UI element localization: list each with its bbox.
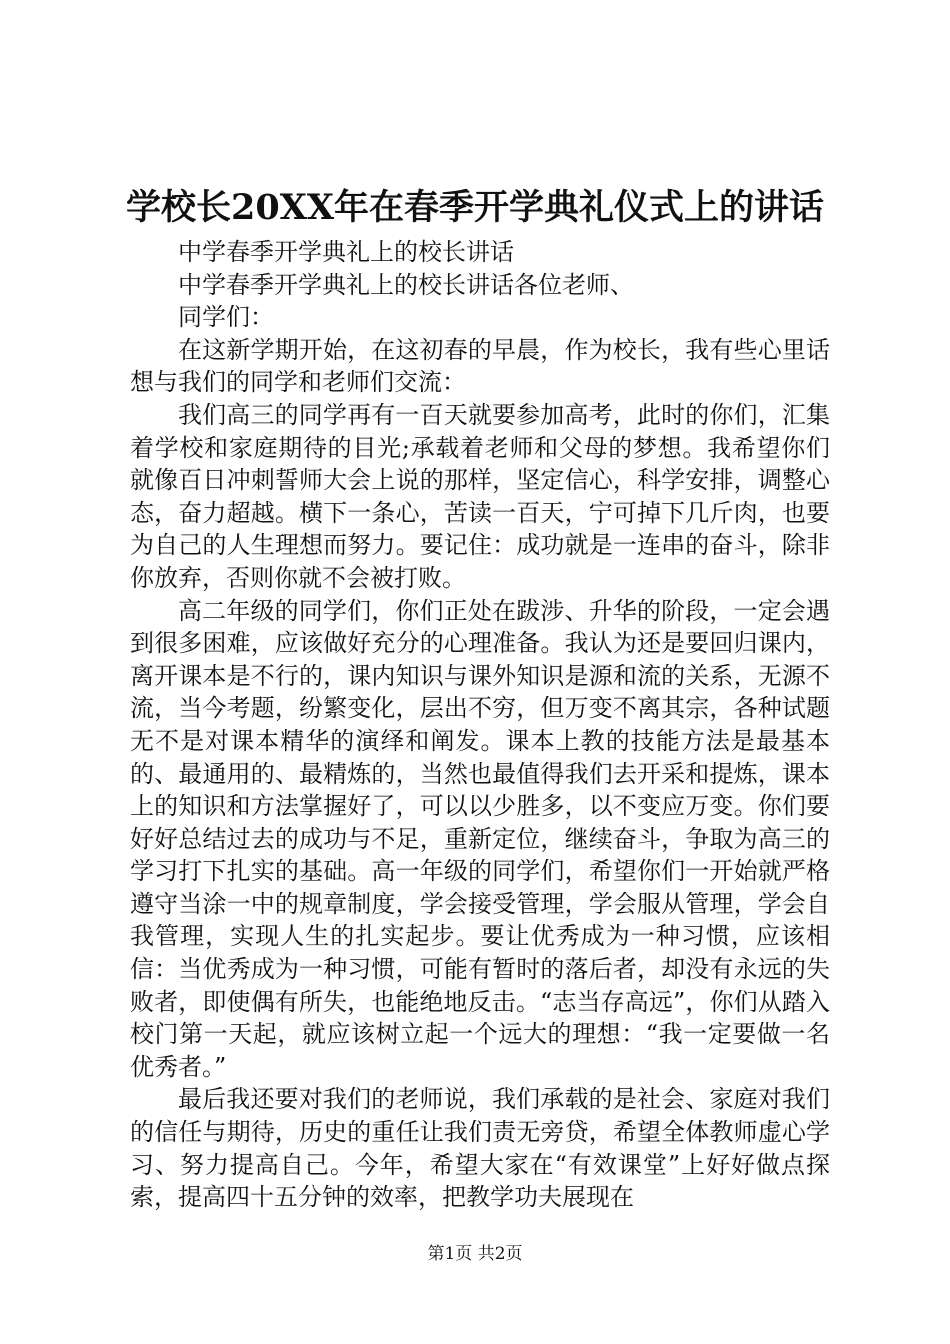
- paragraph: 中学春季开学典礼上的校长讲话各位老师、: [178, 270, 634, 299]
- paragraph: 最后我还要对我们的老师说，我们承载的是社会、家庭对我们的信任与期待，历史的重任让我们责无旁贷，希望全体教师虚心学习、努力提高自己。今年，希望大家在“有效课堂”上好好做点探索，提高四十五分钟的效率，把教学功夫展现在: [130, 1085, 830, 1212]
- paragraph: 同学们：: [178, 303, 274, 332]
- paragraph: 中学春季开学典礼上的校长讲话: [178, 238, 514, 266]
- page-footer: 第1页 共2页: [427, 1244, 523, 1264]
- paragraph: 高二年级的同学们，你们正处在跋涉、升华的阶段，一定会遇到很多困难，应该做好充分的心理准备。我认为还是要回归课内，离开课本是不行的，课内知识与课外知识是源和流的关系，无源不流，当今考题，纷繁变化，层出不穷，但万变不离其宗，各种试题无不是对课本精华的演绎和阐发。课本上教的技能方法是最基本的、最通用的、最精炼的，当然也最值得我们去开采和提炼，课本上的知识和方法掌握好了，可以以少胜多，以不变应万变。你们要好好总结过去的成功与不足，重新定位，继续奋斗，争取为高三的学习打下扎实的基础。高一年级的同学们，希望你们一开始就严格遵守当涂一中的规章制度，学会接受管理，学会服从管理，学会自我管理，实现人生的扎实起步。要让优秀成为一种习惯，应该相信：当优秀成为一种习惯，可能有暂时的落后者，却没有永远的失败者，即使偶有所失，也能绝地反击。“志当存高远”，你们从踏入校门第一天起，就应该树立起一个远大的理想：“我一定要做一名优秀者。”: [130, 596, 830, 1081]
- paragraph: 在这新学期开始，在这初春的早晨，作为校长，我有些心里话想与我们的同学和老师们交流：: [130, 335, 830, 397]
- document-title: 学校长20XX年在春季开学典礼仪式上的讲话: [125, 187, 825, 228]
- document-body: [130, 236, 830, 1214]
- paragraph: 我们高三的同学再有一百天就要参加高考，此时的你们，汇集着学校和家庭期待的目光;承载着老师和父母的梦想。我希望你们就像百日冲刺誓师大会上说的那样，坚定信心，科学安排，调整心态，奋力超越。横下一条心，苦读一百天，宁可掉下几斤肉，也要为自己的人生理想而努力。要记住：成功就是一连串的奋斗，除非你放弃，否则你就不会被打败。: [130, 400, 830, 592]
